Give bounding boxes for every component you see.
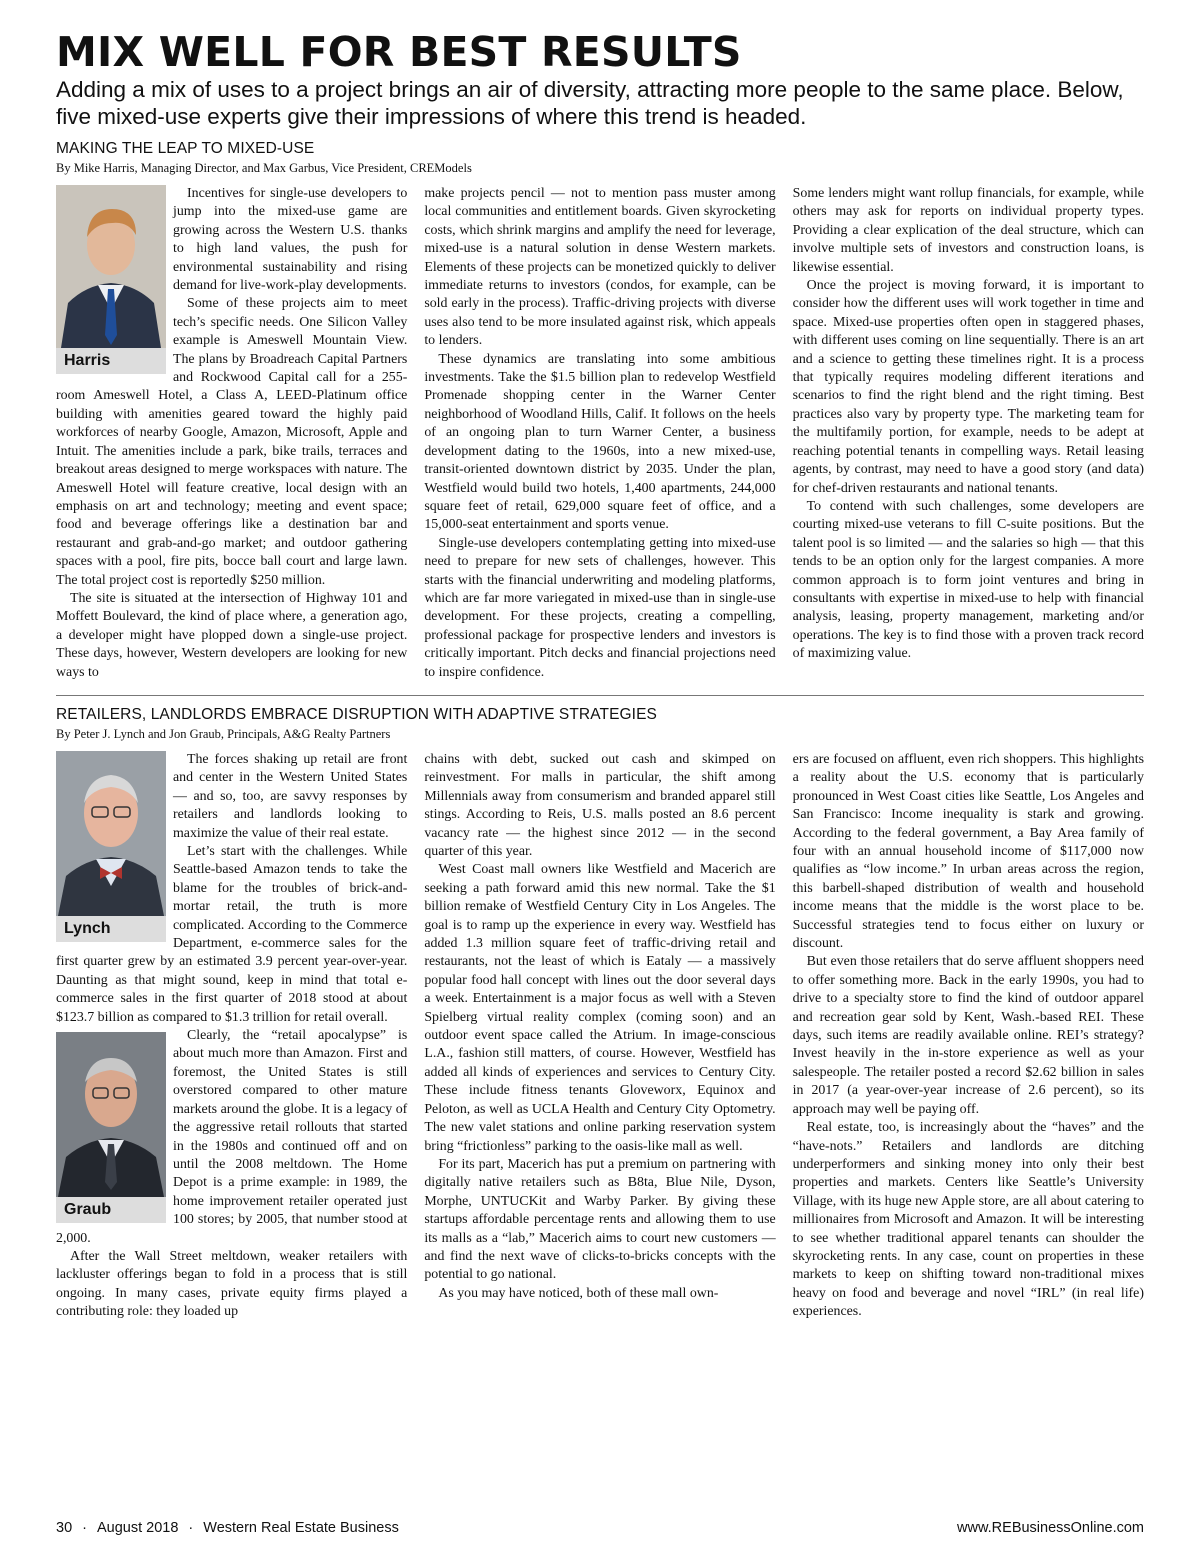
headline: MIX WELL FOR BEST RESULTS [56,28,742,76]
paragraph: Some lenders might want rollup financials, for example, while others may ask for reports on individual property types. Providing a clear explication of the deal structure, which can involve multiple sets of investors and construction loans, is likewise essential. [792,186,1144,275]
article-title: MAKING THE LEAP TO MIXED-USE [56,140,315,157]
footer-separator: · [188,1520,194,1536]
footer-left [56,1520,399,1536]
publication-name: Western Real Estate Business [203,1520,399,1536]
paragraph: Some of these projects aim to meet tech’s specific needs. One Silicon Valley example is Ameswell Mountain View. The plans by Broadreach Capital Partners and Rockwood Capital call for a 255-room Ameswell Hotel, a Class A, LEED-Platinum office building with amenities geared toward the highly paid workforces of nearby Google, Amazon, Microsoft, Apple and Intuit. The amenities include a park, bike trails, terraces and breakout areas designed to merge workspaces with nature. The Ameswell Hotel will feature creative, local design with an emphasis on art and technology; meeting and event space; food and beverage offerings like a destination bar and restaurant and grab-and-go market; and outdoor gathering spaces with a pool, fire pits, bocce ball court and large lawn. The total project cost is reportedly $250 million. [56,296,408,588]
paragraph: West Coast mall owners like Westfield and Macerich are seeking a path forward amid this new normal. Take the $1 billion remake of Westfield Century City in Los Angeles. The goal is to ramp up the experience in every way. Westfield has added 1.3 million square feet of traffic-driving retail and restaurants, not the least of which is Eataly — a massively popular food hall concept with lines out the door several days a week. Entertainment is a major focus as well with a Steven Spielberg virtual reality complex (coming soon) and an outdoor event space called the Atrium. In image-conscious L.A., fashion still matters, of course. However, Westfield has added all kinds of experiences and services to Century City. These include fitness tenants Gloveworx, Equinox and Peloton, as well as UCLA Health and Century City Optometry. The new valet stations and online parking reservation system bring “frictionless” parking to the oasis-like mall as well. [424,862,776,1154]
section-divider [56,695,1144,696]
photo-caption: Harris [56,348,166,374]
issue-date: August 2018 [96,1520,179,1536]
paragraph: For its part, Macerich has put a premium on partnering with digitally native retailers such as B8ta, Blue Nile, Dyson, Morphe, UNTUCKit and Warby Parker. By giving these startups affordable percentage rents and allowing them to use its malls as a “lab,” Macerich aims to court new customers — and find the next wave of clicks-to-bricks concepts with the potential to go national. [424,1156,776,1283]
paragraph: make projects pencil — not to mention pass muster among local communities and entitlement boards. Given skyrocketing costs, which shrink margins and amplify the need for leverage, mixed-use is a natural solution in dense Western markets. Elements of these projects can be monetized quickly to deliver immediate returns to investors (condos, for example, can be sold early in the process). Traffic-driving projects with diverse uses also tend to be more insulated against risk, which appeals to lenders. [424,186,776,349]
footer-separator: · [82,1520,87,1536]
paragraph: But even those retailers that do serve affluent shoppers need to offer something more. Back in the early 1990s, you had to drive to a specialty store to find the kind of outdoor apparel and recreation gear sold by Kent, Wash.-based REI. These days, such items are readily available online. REI’s strategy? Invest heavily in the in-store experience as well as your salespeople. The retailer posted a record $2.62 billion in sales in 2017 (a year-over-year increase of 2.6 percent), so its approach may well be paying off. [792,954,1144,1117]
paragraph: The forces shaking up retail are front and center in the Western United States — and so, too, are savvy responses by retailers and landlords looking to maximize the value of their real estate. [173,751,408,841]
deck: Adding a mix of uses to a project brings an air of diversity, attracting more people to the same place. Below, five mixed-use experts give their impressions of where this trend is headed. [56,77,1124,129]
article-retail [56,706,1144,1322]
page-footer [56,1520,1144,1536]
paragraph: Single-use developers contemplating getting into mixed-use need to prepare for new sets of challenges, however. This starts with the financial underwriting and modeling platforms, which are far more variegated in mixed-use than in single-use development. For these projects, creating a compelling, professional package for prospective lenders and investors is critically important. Pitch decks and financial projections need to inspire confidence. [424,535,776,680]
photo-lynch [56,751,166,942]
column-2 [424,751,775,1322]
paragraph: To contend with such challenges, some developers are courting mixed-use veterans to fill C-suite positions. But the talent pool is so limited — and the salaries so high — that this tends to be an option only for the largest companies. A more common approach is to form joint ventures and bring in consultants with expertise in mixed-use to help with financial analysis, leasing, property management, marketing and/or operations. The key is to find those with a proven track record of maximizing value. [792,498,1144,662]
portrait-image [56,185,166,348]
paragraph: Clearly, the “retail apocalypse” is about much more than Amazon. First and foremost, the United States is still overstored compared to other mature markets around the globe. It is a legacy of the aggressive retail rollouts that started in the 1980s and continued off and on until the 2008 meltdown. The Home Depot is a prime example: in 1989, the home improvement retailer operated just 100 stores; by 2005, that number stood at 2,000. [56,1028,408,1246]
column-3 [793,185,1144,682]
paragraph: Once the project is moving forward, it is important to consider how the different uses will work together in time and space. Mixed-use properties often open in staggered phases, with different uses coming on line sequentially. There is an art and a science to getting these timelines right. It is a process that typically requires modeling different iterations and scenarios to find the right blend and the right timing. Best practices also vary by property type. The marketing team for the multifamily portion, for example, needs to be adept at reaching potential tenants in compelling ways. Retail leasing agents, by contrast, may need to have a good story (and data) for chef-driven restaurants and national tenants. [792,278,1144,496]
paragraph: As you may have noticed, both of these mall own- [438,1285,719,1301]
column-1 [56,185,407,682]
portrait-image [56,1032,166,1197]
paragraph: The site is situated at the intersection of Highway 101 and Moffett Boulevard, the kind of place where, a generation ago, a developer might have plopped down a single-use project. These days, however, Western developers are looking for new ways to [56,590,408,680]
column-3 [793,751,1144,1322]
paragraph: Incentives for single-use developers to jump into the mixed-use game are growing across the Western U.S. thanks to high land values, the push for environmental sustainability and rising demand for live-work-play developments. [173,186,408,294]
paragraph: These dynamics are translating into some ambitious investments. Take the $1.5 billion plan to redevelop Westfield Promenade shopping center in the Warner Center neighborhood of Woodland Hills, Calif. It follows on the heels of an ongoing plan to turn Warner Center, a business development dating to the 1960s, into a new mixed-use, transit-oriented downtown district by 2035. Under the plan, Westfield would build two hotels, 1,400 apartments, 244,000 square feet of retail, 629,000 square feet of office, and a 15,000-seat entertainment and sports venue. [424,351,776,533]
article-title: RETAILERS, LANDLORDS EMBRACE DISRUPTION WITH ADAPTIVE STRATEGIES [56,705,657,723]
portrait-image [56,751,166,916]
article-mixed-use [56,140,1144,682]
paragraph: ers are focused on affluent, even rich shoppers. This highlights a reality about the U.S. economy that is particularly pronounced in West Coast cities like Seattle, Los Angeles and San Francisco: Income inequality is stark and growing. According to the federal government, a Bay Area family of four with an annual household income of $117,000 now qualifies as “low income.” In urban areas across the region, this barbell-shaped distribution of wealth and household income means that the middle is the worst place to be. Successful strategies tend to focus either on luxury or discount. [792,751,1144,952]
page-number: 30 [56,1520,73,1536]
page [56,30,1144,1322]
paragraph: Let’s start with the challenges. While Seattle-based Amazon tends to take the blame for the troubles of brick-and-mortar retail, the truth is more complicated. According to the Commerce Department, e-commerce sales for the first quarter grew by an estimated 3.9 percent year-over-year. Daunting as that might sound, keep in mind that total e-commerce sales in the first quarter of 2018 stood at about $123.7 billion as compared to $1.3 trillion for retail overall. [56,844,408,1025]
paragraph: After the Wall Street meltdown, weaker retailers with lackluster offerings began to fold in a process that is still ongoing. In many cases, private equity firms played a contributing role: they loaded up [56,1248,408,1320]
article-byline: By Peter J. Lynch and Jon Graub, Principals, A&G Realty Partners [56,726,391,741]
column-2 [424,185,775,682]
article-byline: By Mike Harris, Managing Director, and Max Garbus, Vice President, CREModels [56,161,472,175]
column-1 [56,751,407,1322]
photo-caption: Lynch [56,916,166,942]
website-link[interactable]: www.REBusinessOnline.com [957,1520,1144,1536]
photo-caption: Graub [56,1197,166,1223]
photo-harris [56,185,166,374]
paragraph: chains with debt, sucked out cash and skimped on reinvestment. For malls in particular, the shift among Millennials away from consumerism and branded apparel still stings. According to Reis, U.S. malls posted an 8.6 percent vacancy rate — the highest since 2012 — in the second quarter of this year. [424,751,776,859]
paragraph: Real estate, too, is increasingly about the “haves” and the “have-nots.” Retailers and landlords are ditching underperformers and sinking money into only their best properties and markets. Centers like Seattle’s University Village, with its huge new Apple store, are all about catering to millionaires from Microsoft and Amazon. It will be interesting to see whether traditional apparel tenants can shoulder the skyrocketing rents. In any case, count on properties in these markets to keep on shifting toward non-traditional mixes heavy on food and beverage and novel “IRL” (in real life) experiences. [792,1120,1144,1320]
photo-graub [56,1032,166,1223]
